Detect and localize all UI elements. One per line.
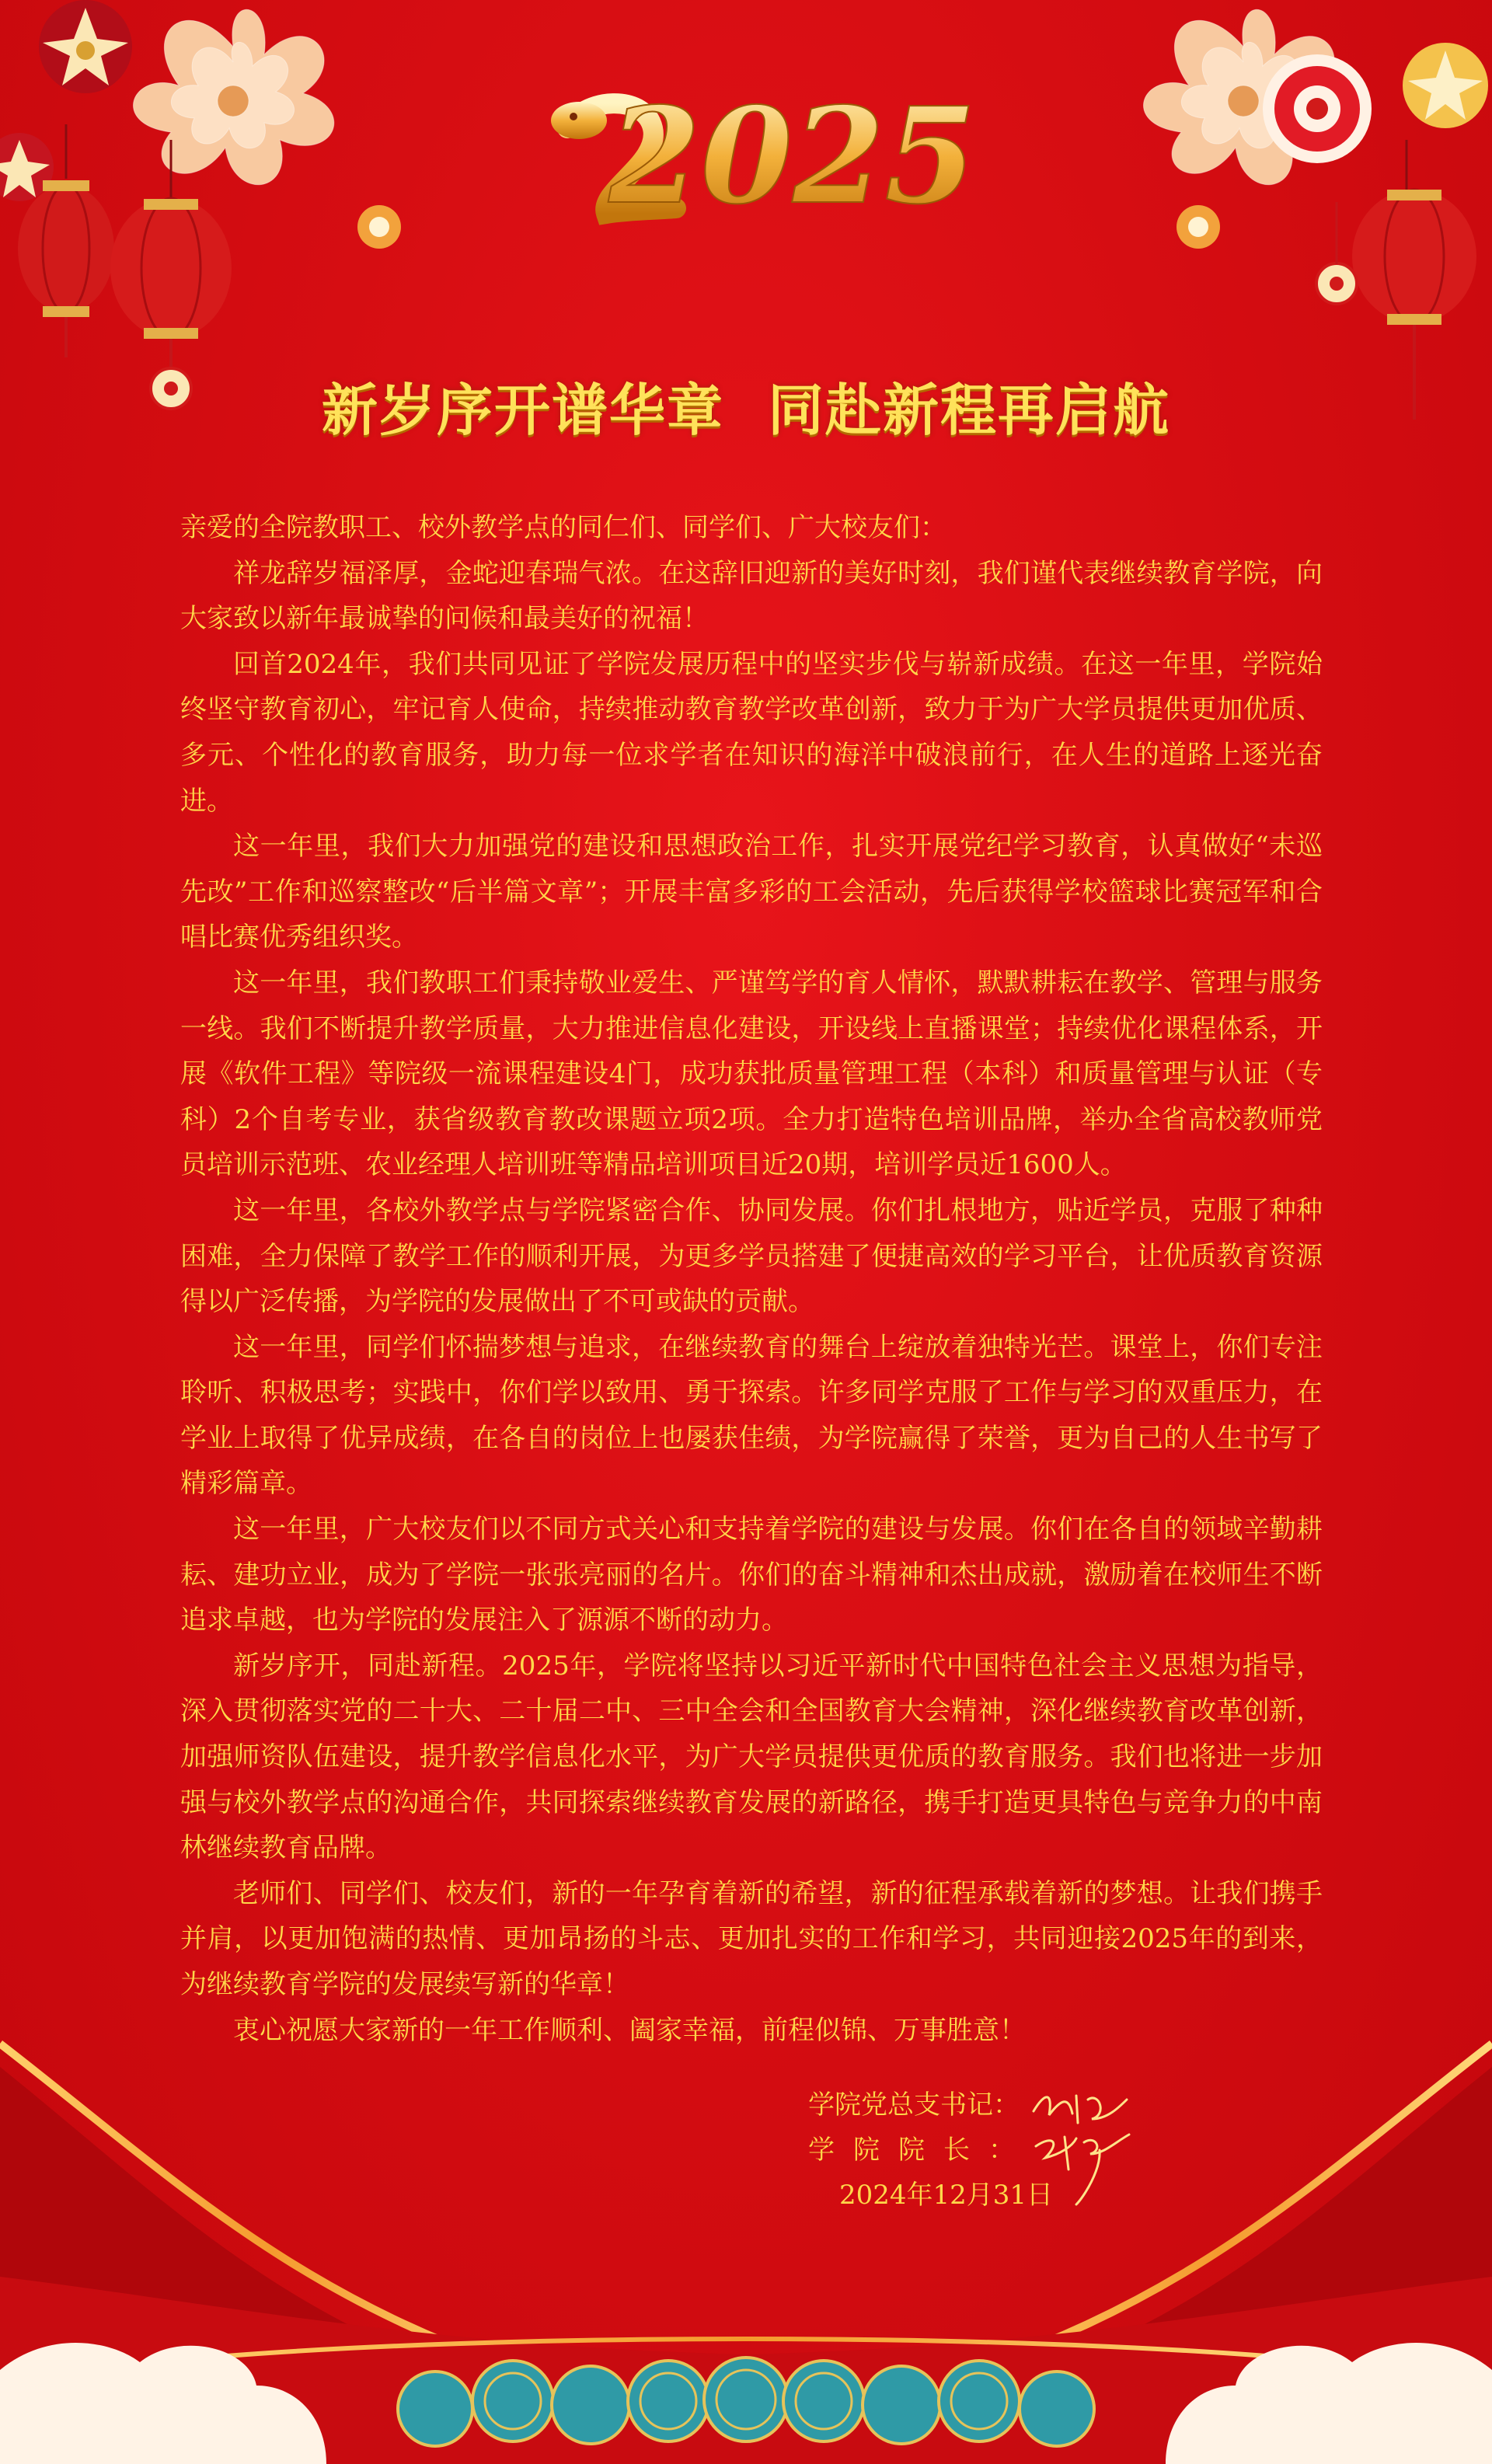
dean-row [808,2128,1274,2173]
headline-part-2: 同赴新程再启航 [768,377,1171,443]
letter-paragraph: 这一年里，广大校友们以不同方式关心和支持着学院的建设与发展。你们在各自的领域辛勤耕耘、建功立业，成为了学院一张张亮丽的名片。你们的奋斗精神和杰出成就，激励着在校师生不断追求卓越，也为学院的发展注入了源源不断的动力。 [180,1514,1323,1636]
letter-paragraph: 回首2024年，我们共同见证了学院发展历程中的坚实步伐与崭新成绩。在这一年里，学院始终坚守教育初心，牢记育人使命，持续推动教育教学改革创新，致力于为广大学员提供更加优质、多元、个性化的教育服务，助力每一位求学者在知识的海洋中破浪前行，在人生的道路上逐光奋进。 [180,648,1323,817]
letter-paragraph: 衷心祝愿大家新的一年工作顺利、阖家幸福，前程似锦、万事胜意！ [233,2014,1026,2046]
letter-paragraph: 祥龙辞岁福泽厚，金蛇迎春瑞气浓。在这辞旧迎新的美好时刻，我们谨代表继续教育学院，向大家致以新年最诚挚的问候和最美好的祝福！ [180,557,1323,635]
letter-paragraph: 这一年里，我们大力加强党的建设和思想政治工作，扎实开展党纪学习教育，认真做好“未巡先改”工作和巡察整改“后半篇文章”；开展丰富多彩的工会活动，先后获得学校篮球比赛冠军和合唱比赛优秀组织奖。 [180,831,1323,953]
dean-label: 学院院长： [808,2135,1034,2166]
secretary-label: 学院党总支书记： [808,2089,1020,2121]
headline-part-1: 新岁序开谱华章 [321,377,724,443]
year-text: 2025 [608,78,977,233]
letter-paragraph: 这一年里，各校外教学点与学院紧密合作、协同发展。你们扎根地方，贴近学员，克服了种种困难，全力保障了教学工作的顺利开展，为更多学员搭建了便捷高效的学习平台，让优质教育资源得以广泛传播，为学院的发展做出了不可或缺的贡献。 [180,1194,1323,1318]
headline [0,365,1492,446]
secretary-row [808,2082,1274,2128]
letter-paragraph: 这一年里，同学们怀揣梦想与追求，在继续教育的舞台上绽放着独特光芒。课堂上，你们专注聆听、积极思考；实践中，你们学以致用、勇于探索。许多同学克服了工作与学习的双重压力，在学业上取得了优异成绩，在各自的岗位上也屡获佳绩，为学院赢得了荣誉，更为自己的人生书写了精彩篇章。 [180,1331,1323,1500]
signature-block [808,2082,1274,2218]
letter-date: 2024年12月31日 [839,2180,1054,2211]
letter-paragraph: 新岁序开，同赴新程。2025年，学院将坚持以习近平新时代中国特色社会主义思想为指导，深入贯彻落实党的二十大、二十届二中、三中全会和全国教育大会精神，深化继续教育改革创新，加强师资队伍建设，提升教学信息化水平，为广大学员提供更优质的教育服务。我们也将进一步加强与校外教学点的沟通合作，共同探索继续教育发展的新路径，携手打造更具特色与竞争力的中南林继续教育品牌。 [180,1650,1323,1864]
year-2025-art [536,54,1002,233]
letter-salutation: 亲爱的全院教职工、校外教学点的同仁们、同学们、广大校友们： [180,512,946,543]
letter-body [180,505,1323,2053]
date-row [808,2173,1274,2218]
letter-paragraph: 老师们、同学们、校友们，新的一年孕育着新的希望，新的征程承载着新的梦想。让我们携手并肩，以更加饱满的热情、更加昂扬的斗志、更加扎实的工作和学习，共同迎接2025年的到来，为继续教育学院的发展续写新的华章！ [180,1877,1323,2000]
letter-paragraph: 这一年里，我们教职工们秉持敬业爱生、严谨笃学的育人情怀，默默耕耘在教学、管理与服务一线。我们不断提升教学质量，大力推进信息化建设，开设线上直播课堂；持续优化课程体系，开展《软件工程》等院级一流课程建设4门，成功获批质量管理工程（本科）和质量管理与认证（专科）2个自考专业，获省级教育教改课题立项2项。全力打造特色培训品牌，举办全省高校教师党员培训示范班、农业经理人培训班等精品培训项目近20期，培训学员近1600人。 [180,967,1323,1181]
